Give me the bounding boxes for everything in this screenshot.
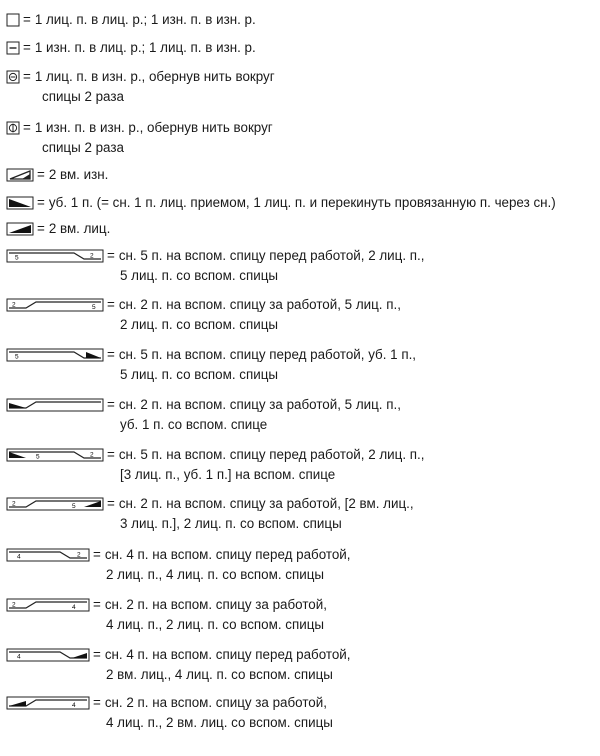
equals-sign: = (107, 297, 115, 312)
stitch-count-label: 2 (12, 500, 16, 508)
stitch-count-label: 2 (90, 252, 94, 260)
equals-sign: = (93, 597, 101, 612)
legend-text-continued: 5 лиц. п. со вспом. спицы (120, 268, 279, 283)
equals-sign: = (37, 195, 45, 210)
stitch-count-label: 2 (90, 451, 94, 459)
legend-text-continued: 2 вм. лиц., 4 лиц. п. со вспом. спицы (106, 667, 333, 682)
stitch-count-label: 4 (72, 604, 76, 611)
legend-entry (6, 165, 596, 185)
equals-sign: = (37, 221, 45, 236)
equals-sign: = (93, 695, 101, 710)
legend-entry (6, 345, 596, 385)
legend-entry (6, 645, 596, 685)
legend-entry (6, 595, 596, 635)
stitch-count-label: 5 (92, 304, 96, 311)
cable-left-short-decrease-icon (6, 696, 90, 710)
knit-two-together-icon (6, 222, 34, 236)
legend-entry (6, 395, 596, 435)
legend-entry (6, 693, 596, 733)
legend-entry (6, 445, 596, 485)
legend-text: сн. 2 п. на вспом. спицу за работой, 5 лиц. п., (118, 297, 401, 312)
cable-right-symbol-icon (6, 249, 104, 263)
legend-text: сн. 4 п. на вспом. спицу перед работой, (104, 647, 351, 662)
legend-text: сн. 5 п. на вспом. спицу перед работой, 2 лиц. п., (118, 248, 425, 263)
cable-left-symbol-icon (6, 298, 104, 312)
cable-right-mixed-icon (6, 448, 104, 462)
stitch-count-label: 5 (72, 503, 76, 510)
equals-sign: = (93, 547, 101, 562)
legend-text-continued: 4 лиц. п., 2 лиц. п. со вспом. спицы (106, 617, 324, 632)
circle-minus-symbol-icon (6, 70, 20, 84)
legend-text: сн. 2 п. на вспом. спицу за работой, (104, 597, 327, 612)
legend-text: 1 изн. п. в изн. р., обернув нить вокруг (34, 120, 273, 135)
cable-left-mixed-icon (6, 497, 104, 511)
stitch-count-label: 2 (77, 551, 81, 559)
legend-entry (6, 219, 596, 239)
legend-text: сн. 5 п. на вспом. спицу перед работой, уб. 1 п., (118, 347, 417, 362)
equals-sign: = (23, 40, 31, 55)
stitch-count-label: 4 (17, 653, 21, 661)
equals-sign: = (107, 496, 115, 511)
circle-bar-symbol-icon (6, 121, 20, 135)
cable-right-short-decrease-icon (6, 648, 90, 662)
equals-sign: = (37, 167, 45, 182)
legend-entry (6, 67, 596, 107)
equals-sign: = (107, 248, 115, 263)
decrease-one-icon (6, 196, 34, 210)
legend-text: сн. 4 п. на вспом. спицу перед работой, (104, 547, 351, 562)
legend-text-continued: 2 лиц. п., 4 лиц. п. со вспом. спицы (106, 567, 324, 582)
purl-two-together-icon (6, 168, 34, 182)
dash-square-symbol-icon (6, 41, 20, 55)
equals-sign: = (93, 647, 101, 662)
legend-text: 1 изн. п. в лиц. р.; 1 лиц. п. в изн. р. (34, 40, 256, 55)
legend-entry (6, 118, 596, 158)
stitch-count-label: 5 (36, 453, 40, 461)
equals-sign: = (23, 12, 31, 27)
stitch-count-label: 5 (15, 353, 19, 361)
equals-sign: = (107, 397, 115, 412)
legend-text: 2 вм. лиц. (48, 221, 111, 236)
legend-text: сн. 2 п. на вспом. спицу за работой, [2 вм. лиц., (118, 496, 414, 511)
equals-sign: = (107, 447, 115, 462)
cable-left-short-icon (6, 598, 90, 612)
cable-left-decrease-icon (6, 398, 104, 412)
legend-entry (6, 10, 596, 30)
stitch-count-label: 4 (72, 702, 76, 709)
legend-text-continued: уб. 1 п. со вспом. спице (120, 417, 268, 432)
equals-sign: = (23, 120, 31, 135)
legend-entry (6, 545, 596, 585)
cable-right-decrease-icon (6, 348, 104, 362)
legend-text: уб. 1 п. (= сн. 1 п. лиц. приемом, 1 лиц. п. и перекинуть провязанную п. через сн.) (48, 195, 556, 210)
legend-text-continued: 5 лиц. п. со вспом. спицы (120, 367, 279, 382)
legend-entry (6, 38, 596, 58)
equals-sign: = (23, 69, 31, 84)
legend-text-continued: 3 лиц. п.], 2 лиц. п. со вспом. спицы (120, 516, 342, 531)
equals-sign: = (107, 347, 115, 362)
legend-text: 2 вм. изн. (48, 167, 109, 182)
empty-square-symbol-icon (6, 13, 20, 27)
legend-text: сн. 5 п. на вспом. спицу перед работой, 2 лиц. п., (118, 447, 425, 462)
legend-entry (6, 193, 596, 213)
legend-entry (6, 246, 596, 286)
legend-text: 1 лиц. п. в изн. р., обернув нить вокруг (34, 69, 275, 84)
stitch-count-label: 2 (12, 601, 16, 609)
legend-text-continued: спицы 2 раза (42, 89, 124, 104)
legend-text-continued: спицы 2 раза (42, 140, 124, 155)
legend-text: 1 лиц. п. в лиц. р.; 1 изн. п. в изн. р. (34, 12, 256, 27)
legend-text-continued: [3 лиц. п., уб. 1 п.] на вспом. спице (120, 467, 336, 482)
cable-right-short-icon (6, 548, 90, 562)
legend-text-continued: 4 лиц. п., 2 вм. лиц. со вспом. спицы (106, 715, 333, 730)
legend-text: сн. 2 п. на вспом. спицу за работой, (104, 695, 327, 710)
legend-entry (6, 494, 596, 534)
stitch-count-label: 5 (15, 254, 19, 262)
stitch-count-label: 2 (12, 301, 16, 309)
legend-text-continued: 2 лиц. п. со вспом. спицы (120, 317, 279, 332)
stitch-count-label: 4 (17, 553, 21, 561)
legend-text: сн. 2 п. на вспом. спицу за работой, 5 лиц. п., (118, 397, 401, 412)
legend-entry (6, 295, 596, 335)
